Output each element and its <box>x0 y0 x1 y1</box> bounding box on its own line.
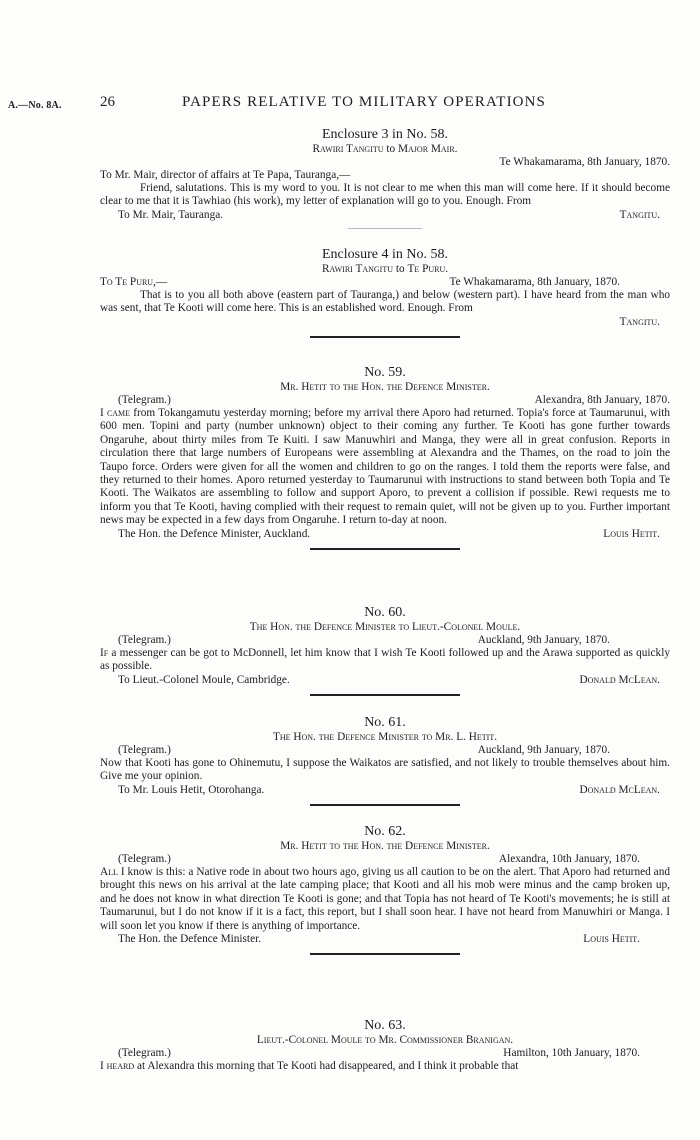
telegram-body: I came from Tokangamutu yesterday morning; before my arrival there Aporo had returned. Topia's force at Taumarunui, with 600 men. Topini and party (number unknown) object to their coming any further. Te Kooti has gone further towards Ongaruhe, about thirty miles from Te Kuiti. I saw Manuwhiri and Manga, they were all in great confusion. Reports in circulation there that large numbers of Europeans were assembling at Alexandra and the Thames, on the road to join the Taupo force. Orders were given for all the women and children to go on the ranges. I told them the reports were false, and they returned to their homes. Aporo returned yesterday to Taumarunui with instructions to stand between both Topia and Te Kooti. The Waikatos are assembling to follow and support Aporo, to prevent a collision if possible. Rewi requests me to inform you that Te Kooti, having complied with their request to remain quiet, will not be given up to you. Further important news may be expected in a few days from Ongaruhe. I return to-day at noon. <box>100 407 670 527</box>
document-subtitle: Mr. Hetit to the Hon. the Defence Minister. <box>280 840 490 852</box>
enclosure-3 <box>100 126 670 235</box>
document-title: No. 59. <box>364 365 406 380</box>
telegram-label: (Telegram.) <box>118 853 171 865</box>
signature: Donald McLean. <box>579 673 660 686</box>
document-no-62 <box>100 823 670 963</box>
to-line: To Mr. Mair, Tauranga. <box>118 208 224 221</box>
telegram-body: All I know is this: a Native rode in about two hours ago, giving us all caution to be on the alert. That Aporo had returned and brought this news on his arrival at the late camping place; that Kooti and all his mob were minus and the camp broken up, and he does not know in what direction Te Kooti is gone; and that Topia has not heard of Te Kooti's movements; he is still at Taumarunui, but I do not know if it is a fact, this report, but I shall soon hear. I have not heard from Manuwhiri or Manga. I will soon let you know if there is anything of importance. <box>100 866 670 932</box>
addressee: To Mr. Mair, director of affairs at Te Papa, Tauranga,— <box>100 169 351 181</box>
document-reference: A.—No. 8A. <box>8 100 62 111</box>
telegram-body: If a messenger can be got to McDonnell, let him know that I wish Te Kooti followed up and the Arawa supported as quickly as possible. <box>100 647 670 673</box>
signoff <box>100 933 670 946</box>
divider <box>310 804 460 806</box>
dateline: Hamilton, 10th January, 1870. <box>503 1047 640 1059</box>
dateline: Te Whakamarama, 8th January, 1870. <box>449 276 620 288</box>
telegram-line <box>100 853 670 866</box>
telegram-body: Now that Kooti has gone to Ohinemutu, I suppose the Waikatos are satisfied, and not likely to trouble themselves about him. Give me your opinion. <box>100 757 670 783</box>
letter-body: Friend, salutations. This is my word to you. It is not clear to me when this man will come here. If it should become clear to me that it is Tawhiao (his work), my letter of explanation will go to you. Enough. From <box>100 182 670 208</box>
signoff <box>100 784 670 797</box>
telegram-label: (Telegram.) <box>118 744 171 756</box>
telegram-label: (Telegram.) <box>118 394 171 406</box>
enclosure-4 <box>100 246 670 346</box>
signoff <box>100 209 670 222</box>
divider <box>310 336 460 338</box>
dateline: Auckland, 9th January, 1870. <box>477 744 610 756</box>
running-head <box>8 96 688 116</box>
telegram-line <box>100 634 670 647</box>
divider <box>348 228 422 229</box>
enclosure-subtitle: Rawiri Tangitu to Te Puru. <box>321 263 449 275</box>
document-no-60 <box>100 604 670 704</box>
dateline: Auckland, 9th January, 1870. <box>477 634 610 646</box>
enclosure-title: Enclosure 3 in No. 58. <box>322 127 448 142</box>
signoff <box>100 528 670 541</box>
document-no-61 <box>100 714 670 814</box>
to-line: To Mr. Louis Hetit, Otorohanga. <box>118 783 265 796</box>
dateline: Alexandra, 8th January, 1870. <box>534 394 670 406</box>
signature: Tangitu. <box>619 315 660 328</box>
document-subtitle: The Hon. the Defence Minister to Lieut.-Colonel Moule. <box>249 621 521 633</box>
enclosure-subtitle: Rawiri Tangitu to Major Mair. <box>312 143 458 155</box>
letter-body: That is to you all both above (eastern part of Tauranga,) and below (western part). I have heard from the man who was sent, that Te Kooti will come here. This is an established word. Enough. From <box>100 289 670 315</box>
divider <box>310 694 460 696</box>
document-title: No. 61. <box>364 715 406 730</box>
document-no-59 <box>100 364 670 558</box>
signoff <box>100 674 670 687</box>
enclosure-title: Enclosure 4 in No. 58. <box>322 247 448 262</box>
dateline: Te Whakamarama, 8th January, 1870. <box>499 156 670 168</box>
document-title: No. 60. <box>364 605 406 620</box>
running-title: PAPERS RELATIVE TO MILITARY OPERATIONS <box>182 94 546 110</box>
signature: Tangitu. <box>619 208 660 221</box>
to-line: The Hon. the Defence Minister, Auckland. <box>118 527 311 540</box>
signature: Louis Hetit. <box>583 933 640 946</box>
document-subtitle: Mr. Hetit to the Hon. the Defence Minister. <box>280 381 490 393</box>
to-line: The Hon. the Defence Minister. <box>118 933 262 946</box>
signature: Donald McLean. <box>579 783 660 796</box>
document-title: No. 62. <box>364 824 406 839</box>
telegram-body: I heard at Alexandra this morning that Te Kooti had disappeared, and I think it probable that <box>100 1060 519 1072</box>
telegram-line <box>100 394 670 407</box>
dateline: Alexandra, 10th January, 1870. <box>498 853 640 865</box>
telegram-line <box>100 744 670 757</box>
divider <box>310 548 460 550</box>
document-subtitle: Lieut.-Colonel Moule to Mr. Commissioner Branigan. <box>256 1034 514 1046</box>
telegram-label: (Telegram.) <box>118 634 171 646</box>
document-no-63 <box>100 1017 670 1073</box>
document-title: No. 63. <box>364 1018 406 1033</box>
to-line: To Lieut.-Colonel Moule, Cambridge. <box>118 673 290 686</box>
telegram-label: (Telegram.) <box>118 1047 171 1059</box>
telegram-line <box>100 1047 670 1060</box>
address-line <box>100 276 670 289</box>
document-subtitle: The Hon. the Defence Minister to Mr. L. Hetit. <box>272 731 498 743</box>
addressee: To Te Puru,— <box>100 276 168 288</box>
divider <box>310 953 460 955</box>
page-number: 26 <box>100 94 115 110</box>
signature: Louis Hetit. <box>603 527 660 540</box>
